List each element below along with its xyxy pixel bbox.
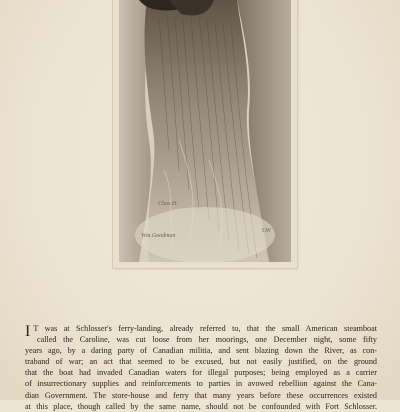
text-line: of insurrectionary supplies and reinforcements to parties in avowed rebellion against the Cana- [25,379,377,389]
etching-image [119,0,291,262]
etching-inscription-monogram: LW [262,228,271,234]
etching-inscription-left: Chas.H. [158,201,178,207]
text-line: traband of war; an act that seemed to be excused, but not easily justified, on the ground [25,357,377,367]
text-line: T was at Schlosser's ferry-landing, already referred to, that the small American steamboat [33,324,377,333]
text-line: called the Caroline, was cut loose from her moorings, one December night, some fifty [37,335,377,345]
text-line: at this place, though called by the same name, should not be confounded with Fort Schlosser. [25,401,377,411]
text-line: that the boat had invaded Canadian waters for illegal purposes; being employed as a carrier [25,368,377,378]
waterfall-etching [119,0,291,262]
etching-inscription-signature: Wm.Goodman [141,233,176,239]
drop-cap: I [25,323,31,340]
body-text [25,323,377,412]
text-line: years ago, by a daring party of Canadian militia, and sent blazing down the River, as con- [25,346,377,356]
text-line: dian Government. The store-house and ferry that many years before these occurrences existed [25,390,377,400]
